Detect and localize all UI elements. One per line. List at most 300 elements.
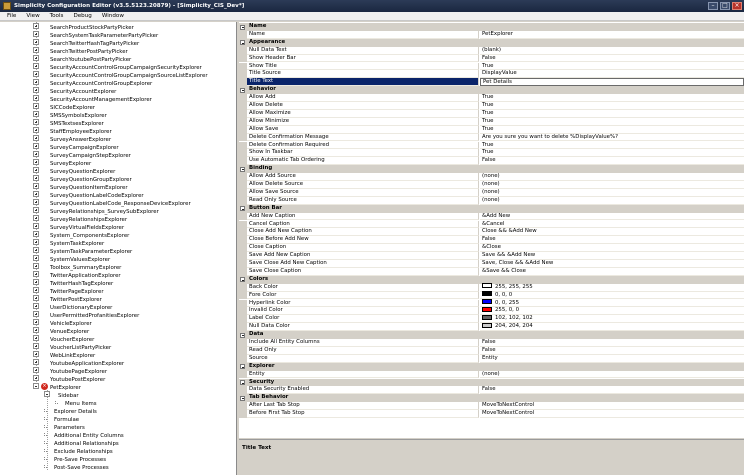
property-value[interactable] (480, 70, 744, 78)
tree-item[interactable] (33, 272, 121, 280)
category-label: Button Bar (249, 204, 282, 211)
tree-item[interactable] (33, 160, 91, 168)
tree-item[interactable] (33, 32, 158, 40)
property-row[interactable] (239, 189, 744, 197)
property-value[interactable] (480, 213, 744, 221)
category-label: Colors (249, 275, 269, 282)
menu-window[interactable]: Window (101, 13, 124, 19)
property-value[interactable] (480, 134, 744, 142)
tree-item-label: SearchProductStockPartyPicker (50, 24, 134, 31)
title-bar (0, 0, 744, 12)
expand-icon[interactable] (33, 119, 39, 125)
property-value[interactable] (480, 284, 744, 292)
property-row[interactable] (239, 197, 744, 205)
category-row[interactable] (239, 379, 744, 387)
expand-icon[interactable] (33, 79, 39, 85)
property-row[interactable] (239, 149, 744, 157)
property-value[interactable] (480, 55, 744, 63)
property-name[interactable]: Include All Entity Columns (247, 339, 479, 347)
property-name[interactable]: Allow Minimize (247, 118, 479, 126)
property-row[interactable] (239, 386, 744, 394)
property-row[interactable] (239, 63, 744, 71)
tree-item[interactable] (33, 144, 119, 152)
tree-item[interactable] (33, 248, 132, 256)
tree-item[interactable] (33, 88, 116, 96)
property-value[interactable] (480, 236, 744, 244)
expand-icon[interactable] (33, 279, 39, 285)
explorer-tree[interactable] (0, 22, 237, 475)
property-name[interactable]: Show In Taskbar (247, 149, 479, 157)
property-value[interactable] (480, 268, 744, 276)
property-value[interactable] (480, 31, 744, 39)
property-value[interactable] (480, 347, 744, 355)
property-name[interactable]: Invalid Color (247, 307, 479, 315)
tree-item[interactable] (33, 256, 110, 264)
expand-icon[interactable] (33, 327, 39, 333)
property-row[interactable] (239, 371, 744, 379)
expand-icon[interactable] (33, 375, 39, 381)
expand-icon[interactable] (33, 127, 39, 133)
property-row[interactable] (239, 126, 744, 134)
property-row[interactable] (239, 260, 744, 268)
expand-icon[interactable] (33, 23, 39, 29)
expand-icon[interactable] (33, 135, 39, 141)
tree-connector-icon (44, 433, 47, 436)
expand-icon[interactable] (33, 303, 39, 309)
property-row[interactable] (239, 181, 744, 189)
property-name[interactable]: Before First Tab Stop (247, 410, 479, 418)
collapse-icon[interactable] (240, 333, 245, 338)
expand-icon[interactable] (33, 31, 39, 37)
tree-child-label: Explorer Details (54, 408, 97, 415)
property-name[interactable]: Allow Save Source (247, 189, 479, 197)
tree-item-label: SurveyQuestionExplorer (50, 168, 116, 175)
property-name[interactable]: After Last Tab Stop (247, 402, 479, 410)
menu-debug[interactable]: Debug (73, 13, 92, 19)
expand-icon[interactable] (33, 87, 39, 93)
tree-child-item[interactable] (44, 424, 85, 432)
expand-icon[interactable] (33, 295, 39, 301)
property-name[interactable]: Title Source (247, 70, 479, 78)
expand-icon[interactable] (33, 191, 39, 197)
category-row[interactable] (239, 165, 744, 173)
expand-icon[interactable] (33, 271, 39, 277)
property-value[interactable] (480, 157, 744, 165)
row-gutter (239, 292, 247, 300)
property-name[interactable]: Allow Add Source (247, 173, 479, 181)
expand-icon[interactable] (33, 199, 39, 205)
property-name[interactable]: Allow Delete (247, 102, 479, 110)
property-row[interactable] (239, 221, 744, 229)
property-value[interactable] (480, 355, 744, 363)
property-value-text: 255, 0, 0 (495, 307, 520, 314)
property-value[interactable] (480, 228, 744, 236)
tree-item-label: TwitterPostExplorer (50, 296, 102, 303)
expand-icon[interactable] (33, 263, 39, 269)
tree-item-label: SecurityAccountExplorer (50, 88, 117, 95)
property-value-text: False (482, 346, 496, 353)
color-swatch (482, 283, 492, 288)
property-row[interactable] (239, 142, 744, 150)
expand-icon[interactable] (33, 287, 39, 293)
tree-child-item[interactable] (44, 440, 119, 448)
property-name[interactable]: Fore Color (247, 292, 479, 300)
property-name[interactable]: Save Close Caption (247, 268, 479, 276)
expand-icon[interactable] (33, 255, 39, 261)
category-row[interactable] (239, 394, 744, 402)
collapse-icon[interactable] (240, 206, 245, 211)
row-gutter (239, 260, 247, 268)
property-name[interactable]: Hyperlink Color (247, 300, 479, 308)
expand-icon[interactable] (33, 247, 39, 253)
tree-child-item[interactable] (44, 464, 109, 472)
tree-item[interactable] (33, 360, 124, 368)
tree-item-label: SecurityAccountControlGroupExplorer (50, 80, 153, 87)
expand-icon[interactable] (33, 359, 39, 365)
color-swatch (482, 291, 492, 296)
property-grid[interactable] (239, 22, 744, 438)
row-gutter (239, 118, 247, 126)
row-gutter (239, 252, 247, 260)
tree-connector-icon (44, 449, 47, 452)
tree-child-item[interactable] (44, 456, 106, 464)
property-value-text: (none) (482, 370, 500, 377)
tree-item[interactable] (33, 344, 111, 352)
property-row-selected[interactable] (239, 78, 744, 86)
tree-item[interactable] (33, 72, 208, 80)
property-value[interactable] (480, 47, 744, 55)
menu-tools[interactable]: Tools (49, 13, 64, 19)
expand-icon[interactable] (33, 39, 39, 45)
property-value-text: True (482, 149, 494, 156)
tree-item[interactable] (33, 232, 129, 240)
property-row[interactable] (239, 173, 744, 181)
property-name[interactable]: Read Only (247, 347, 479, 355)
property-value[interactable] (480, 102, 744, 110)
property-value-text: True (482, 125, 494, 132)
tree-item[interactable] (33, 280, 113, 288)
tree-item[interactable] (33, 104, 95, 112)
tree-item[interactable] (33, 352, 95, 360)
property-value[interactable] (480, 339, 744, 347)
tree-item[interactable] (33, 176, 132, 184)
category-label: Data (249, 331, 264, 338)
tree-item[interactable] (33, 368, 107, 376)
property-value[interactable] (480, 371, 744, 379)
property-value[interactable] (480, 402, 744, 410)
expand-icon[interactable] (33, 351, 39, 357)
tree-item[interactable] (33, 128, 112, 136)
property-name[interactable]: Null Data Color (247, 323, 479, 331)
tree-item[interactable] (33, 224, 124, 232)
tree-item[interactable] (33, 208, 159, 216)
description-title: Title Text (242, 445, 272, 451)
property-row[interactable] (239, 47, 744, 55)
property-value[interactable] (480, 110, 744, 118)
category-row[interactable] (239, 331, 744, 339)
property-value[interactable] (480, 410, 744, 418)
property-row[interactable] (239, 110, 744, 118)
category-row[interactable] (239, 205, 744, 213)
property-value[interactable] (480, 126, 744, 134)
error-icon: × (42, 382, 47, 389)
expand-icon[interactable] (33, 215, 39, 221)
row-gutter (239, 228, 247, 236)
property-row[interactable] (239, 228, 744, 236)
property-name[interactable]: Back Color (247, 284, 479, 292)
tree-item-label: SecurityAccountManagementExplorer (50, 96, 152, 103)
collapse-icon[interactable] (240, 396, 245, 401)
property-name[interactable]: Allow Save (247, 126, 479, 134)
tree-connector-icon (44, 457, 47, 460)
tree-item[interactable] (33, 40, 139, 48)
tree-child-item[interactable] (44, 448, 113, 456)
property-value-text: MoveToNextControl (482, 402, 535, 409)
row-gutter (239, 126, 247, 134)
expand-icon[interactable] (33, 231, 39, 237)
category-row[interactable] (239, 86, 744, 94)
tree-item[interactable] (33, 80, 152, 88)
expand-icon[interactable] (33, 143, 39, 149)
category-row[interactable] (239, 23, 744, 31)
property-row[interactable] (239, 410, 744, 418)
property-value[interactable] (480, 315, 744, 323)
property-row[interactable] (239, 339, 744, 347)
maximize-button[interactable]: □ (720, 2, 730, 10)
collapse-icon[interactable] (240, 25, 245, 30)
tree-connector-icon (44, 441, 47, 444)
property-name[interactable]: Delete Confirmation Required (247, 142, 479, 150)
tree-item[interactable] (33, 200, 191, 208)
tree-item-label: PetExplorer (50, 384, 81, 391)
property-value-text: 0, 0, 255 (495, 299, 520, 306)
property-name[interactable]: Cancel Caption (247, 221, 479, 229)
property-row[interactable] (239, 157, 744, 165)
property-row[interactable] (239, 94, 744, 102)
property-value[interactable] (480, 142, 744, 150)
category-row[interactable] (239, 363, 744, 371)
tree-item[interactable] (33, 296, 102, 304)
tree-item[interactable] (33, 56, 131, 64)
property-name[interactable]: Close Before Add New (247, 236, 479, 244)
tree-item-selected[interactable] (33, 384, 81, 392)
property-value[interactable] (480, 118, 744, 126)
property-row[interactable] (239, 31, 744, 39)
tree-child-item[interactable] (44, 416, 79, 424)
property-name[interactable]: Label Color (247, 315, 479, 323)
property-value[interactable] (480, 300, 744, 308)
property-name[interactable]: Source (247, 355, 479, 363)
tree-child-item[interactable] (44, 392, 79, 400)
tree-item[interactable] (33, 320, 92, 328)
tree-item[interactable] (33, 184, 128, 192)
property-name[interactable]: Data Security Enabled (247, 386, 479, 394)
expand-icon[interactable] (33, 167, 39, 173)
property-value[interactable] (480, 189, 744, 197)
property-name[interactable]: Use Automatic Tab Ordering (247, 157, 479, 165)
tree-item[interactable] (33, 216, 127, 224)
tree-item[interactable] (33, 168, 115, 176)
property-row[interactable] (239, 70, 744, 78)
tree-item-label: SurveyAnswerExplorer (50, 136, 112, 143)
property-name[interactable]: Name (247, 31, 479, 39)
tree-item[interactable] (33, 48, 128, 56)
collapse-icon[interactable] (44, 391, 50, 397)
tree-item[interactable] (33, 328, 89, 336)
tree-child-label: Post-Save Processes (54, 464, 109, 471)
property-row[interactable] (239, 402, 744, 410)
property-name[interactable]: Allow Add (247, 94, 479, 102)
menu-file[interactable]: File (7, 13, 17, 19)
menu-view[interactable]: View (26, 13, 40, 19)
property-row[interactable] (239, 236, 744, 244)
tree-item[interactable] (33, 24, 134, 32)
property-row[interactable] (239, 252, 744, 260)
property-name[interactable]: Title Text (247, 78, 479, 86)
tree-item-label: TwitterPageExplorer (50, 288, 104, 295)
collapse-icon[interactable] (240, 167, 245, 172)
collapse-icon[interactable] (240, 88, 245, 93)
tree-child-item[interactable] (55, 400, 97, 408)
property-name[interactable]: Save Add New Caption (247, 252, 479, 260)
property-value-text: Pet Details (483, 79, 512, 86)
expand-icon[interactable] (33, 175, 39, 181)
property-name[interactable]: Close Add New Caption (247, 228, 479, 236)
property-value-text: &Cancel (482, 220, 505, 227)
property-row[interactable] (239, 102, 744, 110)
property-name[interactable]: Read Only Source (247, 197, 479, 205)
property-value[interactable] (480, 63, 744, 71)
property-row[interactable] (239, 118, 744, 126)
category-row[interactable] (239, 39, 744, 47)
minimize-button[interactable]: – (708, 2, 718, 10)
property-value-text: False (482, 339, 496, 345)
property-value-text: 204, 204, 204 (495, 323, 533, 330)
row-gutter (239, 149, 247, 157)
property-name[interactable]: Allow Maximize (247, 110, 479, 118)
tree-item[interactable] (33, 264, 121, 272)
tree-child-item[interactable] (44, 432, 124, 440)
tree-item-label: SurveyQuestionLabelCode_ResponseDeviceExplorer (50, 200, 191, 207)
tree-item[interactable] (33, 192, 144, 200)
tree-connector-icon (44, 425, 47, 428)
property-value[interactable] (480, 307, 744, 315)
tree-item[interactable] (33, 336, 94, 344)
expand-icon[interactable] (33, 183, 39, 189)
tree-item[interactable] (33, 120, 104, 128)
property-value[interactable] (480, 94, 744, 102)
property-name[interactable]: Delete Confirmation Message (247, 134, 479, 142)
collapse-icon[interactable] (240, 364, 245, 369)
expand-icon[interactable] (33, 319, 39, 325)
property-value[interactable] (480, 260, 744, 268)
expand-icon[interactable] (33, 207, 39, 213)
property-value[interactable] (480, 181, 744, 189)
property-value[interactable] (480, 197, 744, 205)
property-value[interactable] (480, 323, 744, 331)
property-row[interactable] (239, 268, 744, 276)
category-label: Binding (249, 165, 273, 172)
expand-icon[interactable] (33, 95, 39, 101)
color-swatch (482, 323, 492, 328)
property-row[interactable] (239, 213, 744, 221)
property-row[interactable] (239, 244, 744, 252)
expand-icon[interactable] (33, 223, 39, 229)
property-row[interactable] (239, 355, 744, 363)
tree-item[interactable] (33, 240, 104, 248)
tree-item[interactable] (33, 64, 202, 72)
property-name[interactable]: Show Title (247, 63, 479, 71)
expand-icon[interactable] (33, 159, 39, 165)
tree-item[interactable] (33, 312, 139, 320)
property-value[interactable] (480, 149, 744, 157)
property-value[interactable] (480, 252, 744, 260)
property-value[interactable] (480, 386, 744, 394)
collapse-icon[interactable] (240, 380, 245, 385)
expand-icon[interactable] (33, 103, 39, 109)
expand-icon[interactable] (33, 71, 39, 77)
row-gutter (239, 70, 247, 78)
expand-icon[interactable] (33, 55, 39, 61)
property-value-text: False (482, 386, 496, 393)
tree-item[interactable] (33, 112, 107, 120)
close-button[interactable]: × (732, 2, 742, 10)
property-value[interactable] (480, 78, 744, 86)
expand-icon[interactable] (33, 335, 39, 341)
property-value-text: Entity (482, 354, 498, 361)
property-name[interactable]: Show Header Bar (247, 55, 479, 63)
expand-icon[interactable] (33, 151, 39, 157)
property-name[interactable]: Allow Delete Source (247, 181, 479, 189)
tree-child-label: Pre-Save Processes (54, 456, 107, 463)
tree-item[interactable] (33, 288, 104, 296)
property-name[interactable]: Entity (247, 371, 479, 379)
property-name[interactable]: Save Close Add New Caption (247, 260, 479, 268)
expand-icon[interactable] (33, 63, 39, 69)
row-gutter (239, 339, 247, 347)
collapse-icon[interactable] (33, 383, 39, 389)
property-name[interactable]: Close Caption (247, 244, 479, 252)
property-name[interactable]: Null Data Text (247, 47, 479, 55)
property-value[interactable] (480, 244, 744, 252)
tree-item[interactable] (33, 136, 111, 144)
row-gutter (239, 315, 247, 323)
property-row[interactable] (239, 323, 744, 331)
tree-item[interactable] (33, 152, 131, 160)
expand-icon[interactable] (33, 311, 39, 317)
collapse-icon[interactable] (240, 40, 245, 45)
expand-icon[interactable] (33, 239, 39, 245)
tree-item[interactable] (33, 304, 112, 312)
expand-icon[interactable] (33, 343, 39, 349)
tree-child-item[interactable] (44, 408, 97, 416)
property-value-text: Close && &Add New (482, 228, 537, 235)
property-name[interactable]: Add New Caption (247, 213, 479, 221)
property-value[interactable] (480, 173, 744, 181)
property-value[interactable] (480, 221, 744, 229)
expand-icon[interactable] (33, 367, 39, 373)
property-row[interactable] (239, 347, 744, 355)
expand-icon[interactable] (33, 47, 39, 53)
expand-icon[interactable] (33, 111, 39, 117)
tree-item[interactable] (33, 96, 152, 104)
property-row[interactable] (239, 134, 744, 142)
collapse-icon[interactable] (240, 277, 245, 282)
tree-child-label: Formulae (54, 416, 80, 423)
property-value-text: True (482, 141, 494, 148)
property-row[interactable] (239, 55, 744, 63)
property-value[interactable] (480, 292, 744, 300)
